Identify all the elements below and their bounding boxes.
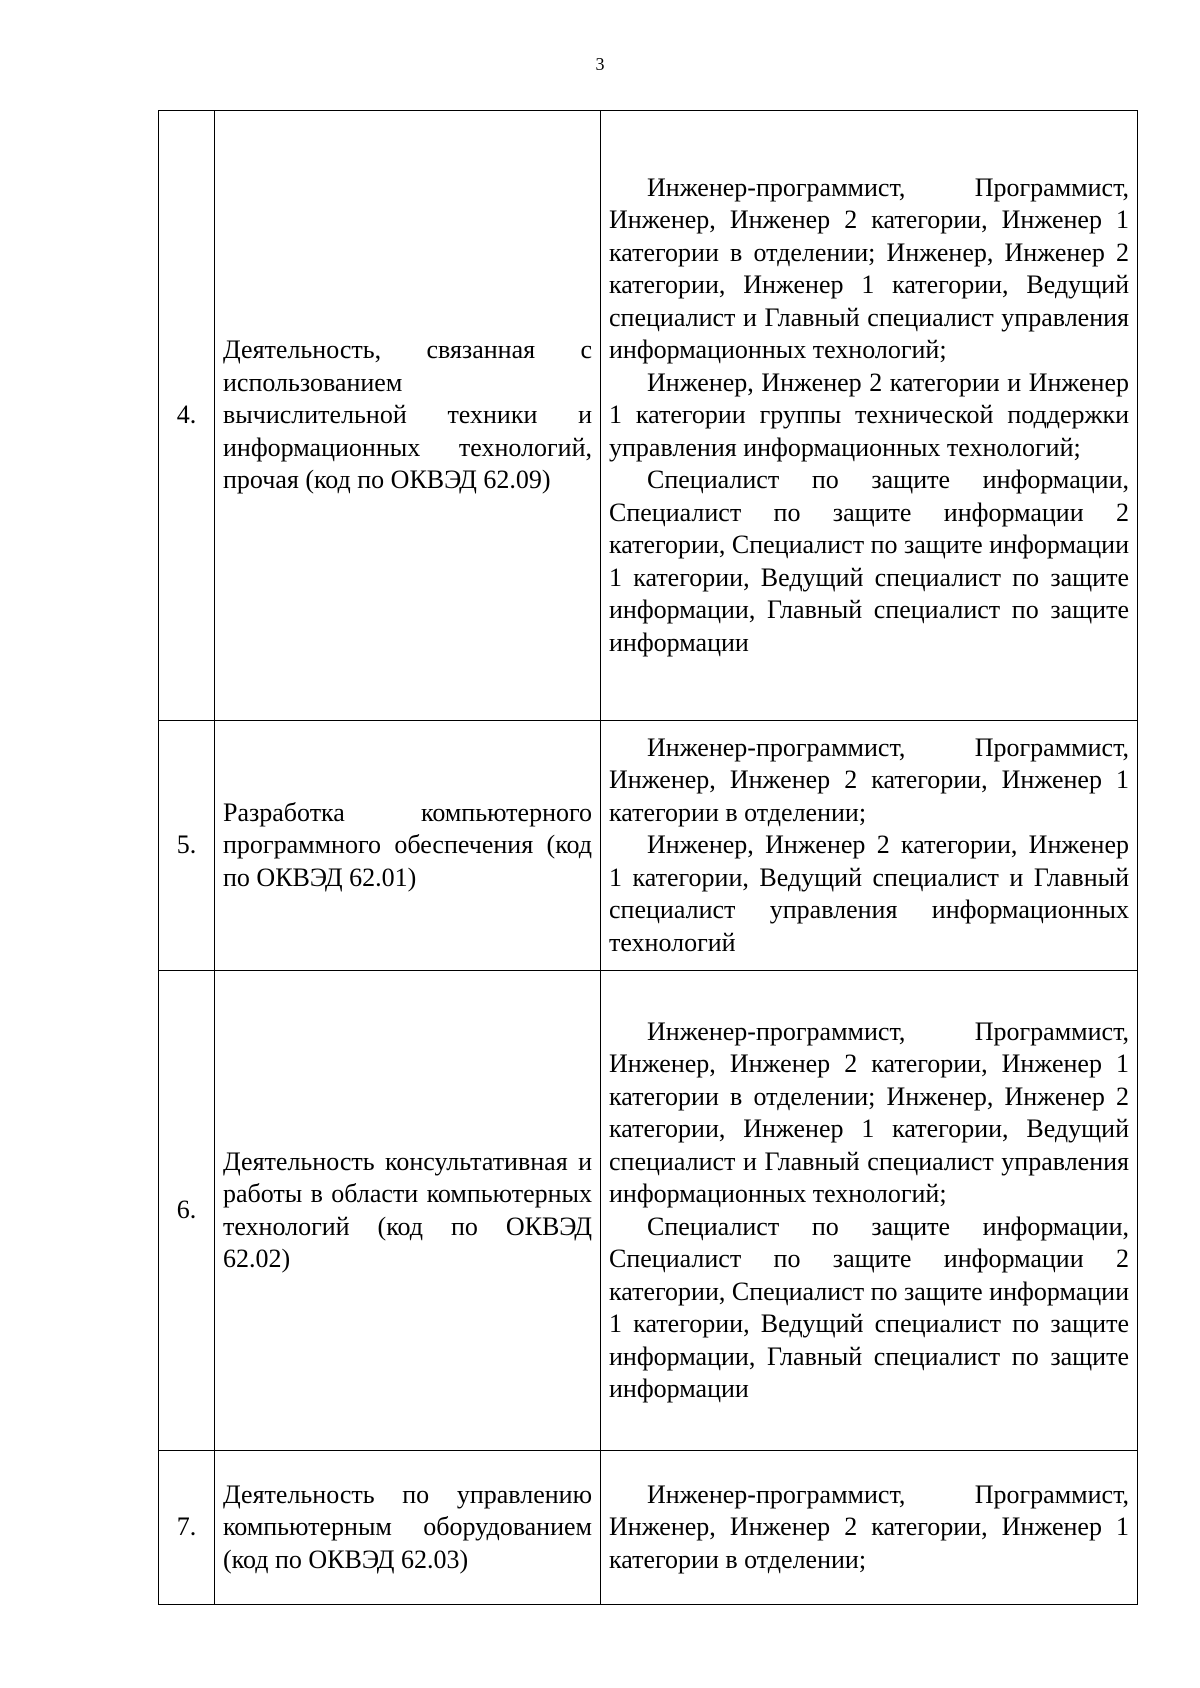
positions-list [601, 721, 1138, 971]
positions-paragraph: Инженер-программист, Программист, Инженер, Инженер 2 категории, Инженер 1 категории в отделении; [609, 732, 1129, 827]
page-number: 3 [595, 54, 605, 74]
table-row [159, 1451, 1138, 1605]
positions-paragraph: Инженер, Инженер 2 категории и Инженер 1 категории группы технической поддержки управления информационных технологий; [609, 367, 1129, 462]
positions-paragraph: Специалист по защите информации, Специалист по защите информации 2 категории, Специалист по защите информации 1 категории, Ведущий специалист по защите информации, Главный специалист по защите информации [609, 465, 1129, 657]
row-number: 5. [159, 721, 215, 971]
activity-description: Деятельность по управлению компьютерным оборудованием (код по ОКВЭД 62.03) [215, 1451, 601, 1605]
activity-description: Деятельность консультативная и работы в области компьютерных технологий (код по ОКВЭД 62.02) [215, 971, 601, 1451]
positions-paragraph: Инженер-программист, Программист, Инженер, Инженер 2 категории, Инженер 1 категории в отделении; [609, 1479, 1129, 1574]
row-number: 7. [159, 1451, 215, 1605]
activity-description: Деятельность, связанная с использованием вычислительной техники и информационных технологий, прочая (код по ОКВЭД 62.09) [215, 111, 601, 721]
positions-paragraph: Инженер, Инженер 2 категории, Инженер 1 категории, Ведущий специалист и Главный специалист управления информационных технологий [609, 830, 1129, 957]
positions-list [601, 971, 1138, 1451]
positions-paragraph: Инженер-программист, Программист, Инженер, Инженер 2 категории, Инженер 1 категории в отделении; Инженер, Инженер 2 категории, Инженер 1 категории, Ведущий специалист и Главный специалист управления информационных технологий; [609, 1016, 1129, 1208]
table-row [159, 971, 1138, 1451]
table-row [159, 111, 1138, 721]
activities-table [158, 110, 1138, 1605]
row-number: 4. [159, 111, 215, 721]
positions-list [601, 1451, 1138, 1605]
positions-paragraph: Специалист по защите информации, Специалист по защите информации 2 категории, Специалист по защите информации 1 категории, Ведущий специалист по защите информации, Главный специалист по защите информации [609, 1211, 1129, 1403]
row-number: 6. [159, 971, 215, 1451]
positions-paragraph: Инженер-программист, Программист, Инженер, Инженер 2 категории, Инженер 1 категории в отделении; Инженер, Инженер 2 категории, Инженер 1 категории, Ведущий специалист и Главный специалист управления информационных технологий; [609, 172, 1129, 365]
table-row [159, 721, 1138, 971]
activity-description: Разработка компьютерного программного обеспечения (код по ОКВЭД 62.01) [215, 721, 601, 971]
positions-list [601, 111, 1138, 721]
